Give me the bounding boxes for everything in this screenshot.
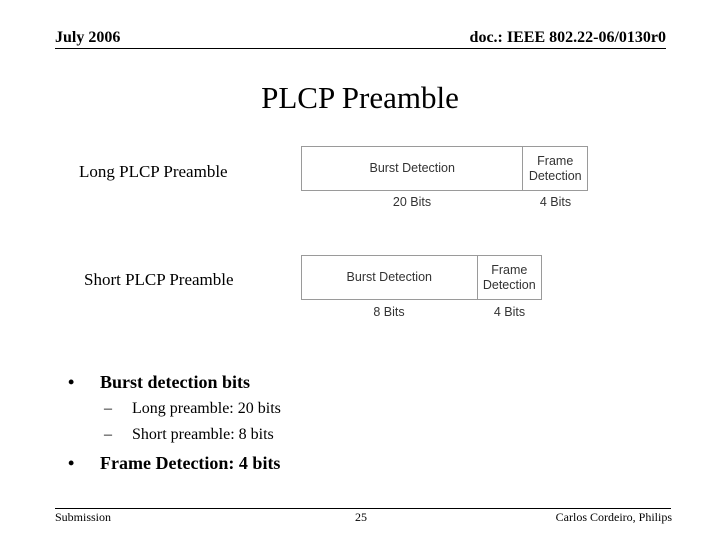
long-burst-bits: 20 Bits	[392, 195, 432, 209]
bullet-text: Frame Detection: 4 bits	[100, 453, 281, 473]
header-divider	[55, 48, 666, 49]
long-preamble-label: Long PLCP Preamble	[79, 162, 228, 181]
long-frame-detection-field: Frame Detection	[522, 147, 587, 190]
short-frame-bits: 4 Bits	[493, 305, 526, 319]
bullet-marker: •	[68, 453, 75, 473]
sub-bullet-short	[104, 426, 274, 444]
long-burst-detection-field: Burst Detection	[369, 161, 455, 176]
header-doc-id: doc.: IEEE 802.22-06/0130r0	[469, 29, 666, 46]
sub-bullet-marker: –	[104, 400, 112, 417]
sub-bullet-marker: –	[104, 426, 112, 443]
bullet-text: Burst detection bits	[100, 372, 250, 392]
sub-bullet-text: Short preamble: 8 bits	[132, 426, 274, 443]
bullet-marker: •	[68, 372, 75, 392]
footer-submission: Submission	[55, 510, 112, 524]
footer-divider	[55, 508, 671, 509]
bullet-frame-detection	[68, 453, 280, 474]
page-number: 25	[355, 510, 367, 524]
header-date: July 2006	[55, 29, 121, 46]
slide-title: PLCP Preamble	[261, 80, 459, 115]
long-preamble-diagram	[301, 146, 588, 191]
short-frame-detection-field: Frame Detection	[477, 256, 541, 299]
short-preamble-label: Short PLCP Preamble	[84, 270, 234, 289]
sub-bullet-long	[104, 400, 281, 418]
long-frame-bits: 4 Bits	[539, 195, 572, 209]
bullet-burst-detection	[68, 372, 250, 393]
short-burst-detection-field: Burst Detection	[346, 270, 432, 285]
short-preamble-diagram	[301, 255, 542, 300]
footer-author: Carlos Cordeiro, Philips	[555, 510, 672, 524]
short-burst-bits: 8 Bits	[373, 305, 405, 319]
sub-bullet-text: Long preamble: 20 bits	[132, 400, 281, 417]
